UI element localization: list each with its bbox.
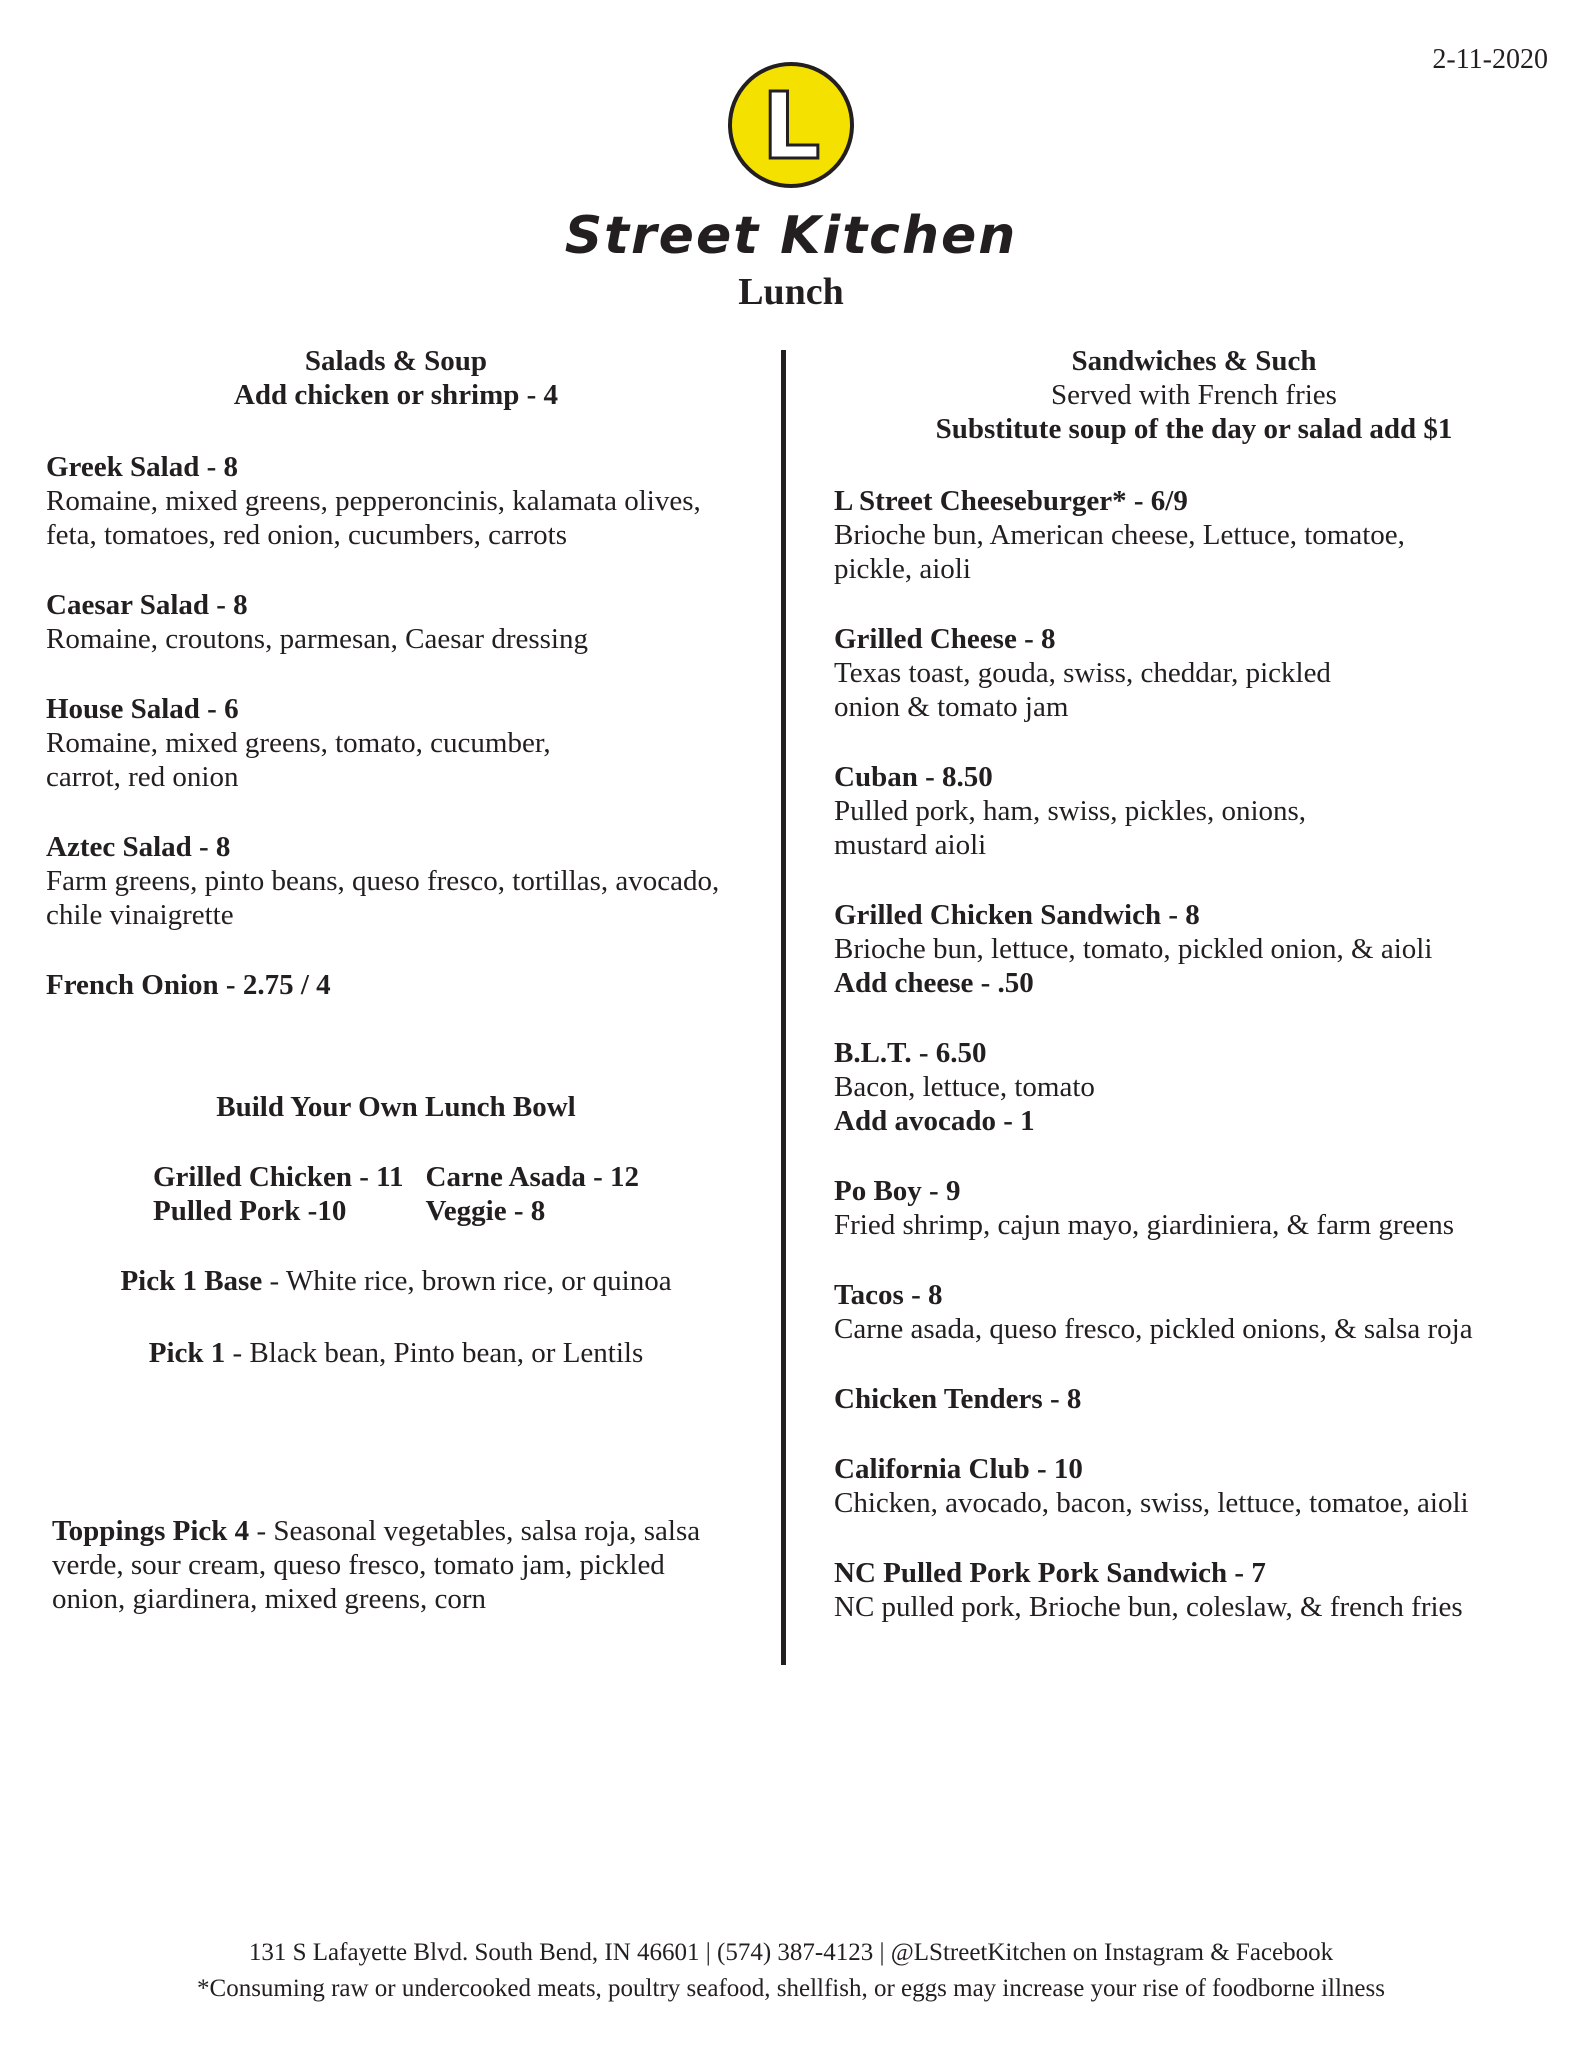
menu-item xyxy=(46,588,746,656)
item-name: Tacos - 8 xyxy=(834,1279,943,1311)
sandwiches-note: Served with French fries xyxy=(1051,379,1337,411)
salads-note: Add chicken or shrimp - 4 xyxy=(233,379,559,411)
salads-heading: Salads & Soup xyxy=(304,345,488,377)
bowl-protein: Grilled Chicken - 11 xyxy=(152,1161,404,1193)
sandwiches-column xyxy=(834,344,1554,1660)
item-description: Romaine, mixed greens, pepperoncinis, kalamata olives, feta, tomatoes, red onion, cucumbers, carrots xyxy=(46,485,701,551)
bowl-pick-line xyxy=(46,1336,746,1370)
menu-item xyxy=(46,968,746,1002)
item-name: Cuban - 8.50 xyxy=(834,761,993,793)
menu-item xyxy=(834,1556,1554,1624)
item-description: Farm greens, pinto beans, queso fresco, tortillas, avocado, chile vinaigrette xyxy=(46,865,720,931)
item-description: Texas toast, gouda, swiss, cheddar, pickled onion & tomato jam xyxy=(834,657,1331,723)
bowl-base-label: Pick 1 Base xyxy=(120,1265,263,1297)
menu-item xyxy=(46,830,746,932)
item-name: Grilled Chicken Sandwich - 8 xyxy=(834,899,1200,931)
bowl-pick-text: - Black bean, Pinto bean, or Lentils xyxy=(225,1337,644,1369)
bowl-protein: Veggie - 8 xyxy=(425,1195,546,1227)
item-name: Chicken Tenders - 8 xyxy=(834,1383,1082,1415)
bowl-protein-grid xyxy=(46,1160,746,1228)
footer-disclaimer: *Consuming raw or undercooked meats, poultry seafood, shellfish, or eggs may increase your rise of foodborne illness xyxy=(197,1975,1385,2002)
footer-contact: 131 S Lafayette Blvd. South Bend, IN 46601 | (574) 387-4123 | @LStreetKitchen on Instagram & Facebook xyxy=(248,1939,1334,1966)
l-logo-badge xyxy=(726,60,856,190)
item-description: Fried shrimp, cajun mayo, giardiniera, & farm greens xyxy=(834,1209,1455,1241)
item-name: Caesar Salad - 8 xyxy=(46,589,248,621)
column-divider xyxy=(781,350,786,1665)
item-name: Aztec Salad - 8 xyxy=(46,831,231,863)
item-name: Greek Salad - 8 xyxy=(46,451,238,483)
item-name: House Salad - 6 xyxy=(46,693,239,725)
menu-item xyxy=(834,760,1354,862)
item-description: Romaine, croutons, parmesan, Caesar dressing xyxy=(46,623,588,655)
item-description: Pulled pork, ham, swiss, pickles, onions, mustard aioli xyxy=(834,795,1307,861)
item-name: French Onion - 2.75 / 4 xyxy=(46,969,331,1001)
item-name: Po Boy - 9 xyxy=(834,1175,961,1207)
item-name: L Street Cheeseburger* - 6/9 xyxy=(834,485,1188,517)
item-name: Grilled Cheese - 8 xyxy=(834,623,1056,655)
item-name: NC Pulled Pork Pork Sandwich - 7 xyxy=(834,1557,1266,1589)
brand-title: Street Kitchen xyxy=(564,206,1018,266)
item-description: Carne asada, queso fresco, pickled onions, & salsa roja xyxy=(834,1313,1473,1345)
menu-item xyxy=(834,1036,1554,1138)
menu-item xyxy=(46,692,746,794)
menu-item xyxy=(834,898,1554,1000)
menu-item xyxy=(834,1382,1554,1416)
bowl-base-text: - White rice, brown rice, or quinoa xyxy=(262,1265,672,1297)
menu-item xyxy=(834,622,1394,724)
item-description: Brioche bun, American cheese, Lettuce, tomatoe, pickle, aioli xyxy=(834,519,1405,585)
bowl-protein: Pulled Pork -10 xyxy=(152,1195,347,1227)
bowl-protein: Carne Asada - 12 xyxy=(425,1161,640,1193)
item-addon: Add cheese - .50 xyxy=(834,967,1034,999)
salads-column xyxy=(46,344,746,1616)
svg-text:L: L xyxy=(761,73,821,180)
bowl-toppings xyxy=(46,1514,742,1616)
menu-date: 2-11-2020 xyxy=(1432,44,1548,75)
item-name: B.L.T. - 6.50 xyxy=(834,1037,987,1069)
menu-item xyxy=(834,1278,1554,1346)
menu-item xyxy=(834,1174,1554,1242)
item-description: Chicken, avocado, bacon, swiss, lettuce, tomatoe, aioli xyxy=(834,1487,1469,1519)
sandwiches-heading: Sandwiches & Such xyxy=(1071,345,1317,377)
menu-item xyxy=(46,450,746,552)
menu-subtitle: Lunch xyxy=(738,271,844,313)
menu-item xyxy=(834,484,1454,586)
item-description: Romaine, mixed greens, tomato, cucumber, carrot, red onion xyxy=(46,727,551,793)
bowl-base-line xyxy=(46,1264,746,1298)
toppings-label: Toppings Pick 4 xyxy=(52,1515,250,1547)
toppings-text: - Seasonal vegetables, salsa roja, salsa verde, sour cream, queso fresco, tomato jam, pickled onion, giardinera, mixed greens, corn xyxy=(52,1515,701,1615)
footer xyxy=(0,1935,1582,2007)
item-description: Brioche bun, lettuce, tomato, pickled onion, & aioli xyxy=(834,933,1433,965)
bowl-heading: Build Your Own Lunch Bowl xyxy=(216,1091,576,1123)
bowl-pick-label: Pick 1 xyxy=(148,1337,226,1369)
sandwiches-substitute-note: Substitute soup of the day or salad add $1 xyxy=(935,413,1453,445)
item-description: NC pulled pork, Brioche bun, coleslaw, & french fries xyxy=(834,1591,1463,1623)
item-addon: Add avocado - 1 xyxy=(834,1105,1035,1137)
item-name: California Club - 10 xyxy=(834,1453,1083,1485)
menu-item xyxy=(834,1452,1554,1520)
item-description: Bacon, lettuce, tomato xyxy=(834,1071,1095,1103)
